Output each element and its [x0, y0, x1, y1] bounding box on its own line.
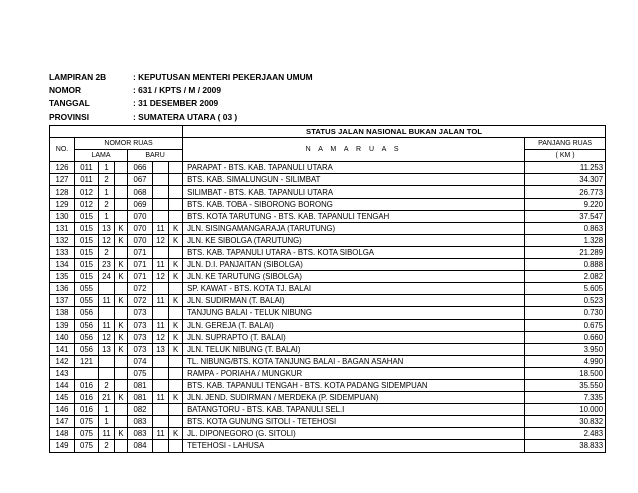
- lama-k-cell: K: [115, 295, 128, 307]
- baru-sub-cell: 11: [153, 259, 169, 271]
- lama-sub-cell: 2: [99, 379, 115, 391]
- baru-sub-cell: [153, 416, 169, 428]
- row-number-cell: 126: [50, 162, 75, 174]
- table-row: [50, 210, 606, 222]
- nama-ruas-cell: SILIMBAT - BTS. KAB. TAPANULI UTARA: [183, 186, 525, 198]
- panjang-km-cell: 35.550: [525, 379, 606, 391]
- baru-k-cell: [169, 174, 183, 186]
- table-row: [50, 392, 606, 404]
- lama-k-cell: [115, 379, 128, 391]
- lama-sub-cell: 12: [99, 234, 115, 246]
- lama-ruas-cell: 055: [75, 295, 99, 307]
- row-number-cell: 135: [50, 271, 75, 283]
- table-row: [50, 186, 606, 198]
- baru-k-cell: K: [169, 392, 183, 404]
- lama-sub-cell: 2: [99, 174, 115, 186]
- header-row-nomor: [49, 84, 429, 97]
- panjang-km-cell: 2.483: [525, 428, 606, 440]
- header-row-tanggal: [49, 97, 429, 110]
- table-row: [50, 343, 606, 355]
- row-number-cell: 133: [50, 246, 75, 258]
- lama-k-cell: [115, 416, 128, 428]
- row-number-cell: 145: [50, 392, 75, 404]
- baru-sub-cell: [153, 367, 169, 379]
- nama-ruas-cell: JLN. KE TARUTUNG (SIBOLGA): [183, 271, 525, 283]
- panjang-km-cell: 1.328: [525, 234, 606, 246]
- lama-ruas-cell: 012: [75, 186, 99, 198]
- table-row: [50, 404, 606, 416]
- table-row: [50, 379, 606, 391]
- lama-ruas-cell: 056: [75, 307, 99, 319]
- lama-ruas-cell: 056: [75, 319, 99, 331]
- baru-ruas-cell: 068: [128, 186, 153, 198]
- lama-sub-cell: 11: [99, 319, 115, 331]
- nama-ruas-cell: JLN. SISINGAMANGARAJA (TARUTUNG): [183, 222, 525, 234]
- baru-ruas-cell: 073: [128, 331, 153, 343]
- table-row: [50, 295, 606, 307]
- baru-sub-cell: 12: [153, 331, 169, 343]
- nama-ruas-cell: SP. KAWAT - BTS. KOTA TJ. BALAI: [183, 283, 525, 295]
- lama-ruas-cell: 075: [75, 428, 99, 440]
- table-row: [50, 319, 606, 331]
- panjang-km-cell: 9.220: [525, 198, 606, 210]
- baru-ruas-cell: 070: [128, 234, 153, 246]
- nama-ruas-cell: BATANGTORU - BTS. KAB. TAPANULI SEL.I: [183, 404, 525, 416]
- row-number-cell: 136: [50, 283, 75, 295]
- baru-sub-cell: [153, 198, 169, 210]
- lama-k-cell: [115, 198, 128, 210]
- nama-ruas-cell: JLN. TELUK NIBUNG (T. BALAI): [183, 343, 525, 355]
- header-row-provinsi: [49, 111, 429, 124]
- baru-ruas-cell: 084: [128, 440, 153, 452]
- lama-ruas-cell: 015: [75, 246, 99, 258]
- lama-ruas-cell: 015: [75, 234, 99, 246]
- lama-sub-cell: 11: [99, 428, 115, 440]
- baru-k-cell: K: [169, 428, 183, 440]
- lama-sub-cell: 13: [99, 343, 115, 355]
- baru-ruas-cell: 073: [128, 319, 153, 331]
- nama-ruas-cell: RAMPA - PORIAHA / MUNGKUR: [183, 367, 525, 379]
- header-label: NOMOR: [49, 85, 82, 96]
- baru-k-cell: K: [169, 343, 183, 355]
- row-number-cell: 140: [50, 331, 75, 343]
- baru-k-cell: [169, 404, 183, 416]
- panjang-km-cell: 0.660: [525, 331, 606, 343]
- table-row: [50, 246, 606, 258]
- header-label: PROVINSI: [49, 111, 90, 122]
- baru-k-cell: [169, 307, 183, 319]
- nama-ruas-cell: JL. DIPONEGORO (G. SITOLI): [183, 428, 525, 440]
- lama-sub-cell: 24: [99, 271, 115, 283]
- panjang-km-cell: 11.253: [525, 162, 606, 174]
- panjang-km-cell: 0.675: [525, 319, 606, 331]
- baru-sub-cell: [153, 307, 169, 319]
- col-no-header: NO.: [50, 138, 75, 162]
- col-panjang-header: PANJANG RUAS: [525, 138, 606, 150]
- table-row: [50, 355, 606, 367]
- lama-k-cell: K: [115, 259, 128, 271]
- lama-k-cell: [115, 186, 128, 198]
- nama-ruas-cell: JLN. D.I. PANJAITAN (SIBOLGA): [183, 259, 525, 271]
- baru-ruas-cell: 082: [128, 404, 153, 416]
- panjang-km-cell: 10.000: [525, 404, 606, 416]
- baru-sub-cell: [153, 246, 169, 258]
- table-title: STATUS JALAN NASIONAL BUKAN JALAN TOL: [183, 126, 606, 138]
- lama-k-cell: [115, 210, 128, 222]
- lama-k-cell: [115, 162, 128, 174]
- lama-sub-cell: 1: [99, 404, 115, 416]
- lama-k-cell: K: [115, 331, 128, 343]
- baru-sub-cell: [153, 162, 169, 174]
- baru-k-cell: [169, 283, 183, 295]
- header-label: LAMPIRAN 2B: [49, 72, 107, 82]
- lama-ruas-cell: 075: [75, 440, 99, 452]
- baru-ruas-cell: 072: [128, 283, 153, 295]
- lama-sub-cell: 1: [99, 210, 115, 222]
- lama-sub-cell: 1: [99, 186, 115, 198]
- baru-k-cell: [169, 198, 183, 210]
- baru-k-cell: K: [169, 222, 183, 234]
- lama-sub-cell: 23: [99, 259, 115, 271]
- lama-sub-cell: 2: [99, 246, 115, 258]
- lama-k-cell: [115, 246, 128, 258]
- header-value: : SUMATERA UTARA ( 03 ): [133, 111, 238, 122]
- road-status-table: [49, 125, 606, 453]
- lama-ruas-cell: 075: [75, 416, 99, 428]
- lama-ruas-cell: 011: [75, 162, 99, 174]
- panjang-km-cell: 30.832: [525, 416, 606, 428]
- baru-ruas-cell: 083: [128, 416, 153, 428]
- nama-ruas-cell: BTS. KOTA TARUTUNG - BTS. KAB. TAPANULI TENGAH: [183, 210, 525, 222]
- baru-ruas-cell: 074: [128, 355, 153, 367]
- lama-ruas-cell: 016: [75, 404, 99, 416]
- nama-ruas-cell: TL. NIBUNG/BTS. KOTA TANJUNG BALAI - BAGAN ASAHAN: [183, 355, 525, 367]
- row-number-cell: 130: [50, 210, 75, 222]
- baru-ruas-cell: 070: [128, 210, 153, 222]
- row-number-cell: 148: [50, 428, 75, 440]
- nama-ruas-cell: BTS. KAB. SIMALUNGUN - SILIMBAT: [183, 174, 525, 186]
- row-number-cell: 143: [50, 367, 75, 379]
- header-value: : 31 DESEMBER 2009: [133, 98, 219, 109]
- baru-k-cell: K: [169, 234, 183, 246]
- baru-ruas-cell: 073: [128, 307, 153, 319]
- baru-k-cell: [169, 440, 183, 452]
- lama-sub-cell: [99, 355, 115, 367]
- baru-k-cell: [169, 355, 183, 367]
- row-number-cell: 141: [50, 343, 75, 355]
- panjang-km-cell: 0.730: [525, 307, 606, 319]
- lama-ruas-cell: 015: [75, 271, 99, 283]
- baru-ruas-cell: 072: [128, 295, 153, 307]
- panjang-km-cell: 37.547: [525, 210, 606, 222]
- col-km-header: ( KM ): [525, 150, 606, 162]
- row-number-cell: 132: [50, 234, 75, 246]
- panjang-km-cell: 0.863: [525, 222, 606, 234]
- nama-ruas-cell: JLN. SUPRAPTO (T. BALAI): [183, 331, 525, 343]
- panjang-km-cell: 7.335: [525, 392, 606, 404]
- baru-k-cell: K: [169, 331, 183, 343]
- baru-k-cell: [169, 162, 183, 174]
- panjang-km-cell: 26.773: [525, 186, 606, 198]
- lama-k-cell: [115, 283, 128, 295]
- baru-sub-cell: [153, 379, 169, 391]
- nama-ruas-cell: TANJUNG BALAI - TELUK NIBUNG: [183, 307, 525, 319]
- baru-sub-cell: 12: [153, 234, 169, 246]
- row-number-cell: 139: [50, 319, 75, 331]
- baru-ruas-cell: 075: [128, 367, 153, 379]
- row-number-cell: 134: [50, 259, 75, 271]
- baru-ruas-cell: 070: [128, 222, 153, 234]
- baru-sub-cell: [153, 440, 169, 452]
- lama-ruas-cell: 015: [75, 222, 99, 234]
- table-row: [50, 440, 606, 452]
- lama-sub-cell: 1: [99, 162, 115, 174]
- nama-ruas-cell: BTS. KAB. TAPANULI TENGAH - BTS. KOTA PADANG SIDEMPUAN: [183, 379, 525, 391]
- row-number-cell: 147: [50, 416, 75, 428]
- lama-ruas-cell: 016: [75, 392, 99, 404]
- lama-sub-cell: 2: [99, 440, 115, 452]
- panjang-km-cell: 34.307: [525, 174, 606, 186]
- header-value: : 631 / KPTS / M / 2009: [133, 85, 221, 96]
- lama-k-cell: K: [115, 319, 128, 331]
- lama-k-cell: K: [115, 271, 128, 283]
- baru-sub-cell: 11: [153, 295, 169, 307]
- table-row: [50, 174, 606, 186]
- nama-ruas-cell: BTS. KAB. TOBA - SIBORONG BORONG: [183, 198, 525, 210]
- baru-sub-cell: 11: [153, 428, 169, 440]
- nama-ruas-cell: JLN. GEREJA (T. BALAI): [183, 319, 525, 331]
- lama-k-cell: [115, 440, 128, 452]
- panjang-km-cell: 5.605: [525, 283, 606, 295]
- baru-sub-cell: 11: [153, 319, 169, 331]
- table-row: [50, 234, 606, 246]
- panjang-km-cell: 0.523: [525, 295, 606, 307]
- row-number-cell: 127: [50, 174, 75, 186]
- header-value: : KEPUTUSAN MENTERI PEKERJAAN UMUM: [133, 72, 313, 82]
- lama-ruas-cell: 055: [75, 283, 99, 295]
- baru-k-cell: [169, 416, 183, 428]
- table-row: [50, 162, 606, 174]
- lama-sub-cell: 2: [99, 198, 115, 210]
- lama-ruas-cell: 012: [75, 198, 99, 210]
- row-number-cell: 149: [50, 440, 75, 452]
- baru-ruas-cell: 081: [128, 392, 153, 404]
- baru-sub-cell: [153, 355, 169, 367]
- baru-ruas-cell: 083: [128, 428, 153, 440]
- header-label: TANGGAL: [49, 98, 90, 109]
- baru-sub-cell: 11: [153, 392, 169, 404]
- lama-ruas-cell: [75, 367, 99, 379]
- col-lama-header: LAMA: [75, 150, 128, 162]
- panjang-km-cell: 38.833: [525, 440, 606, 452]
- lama-sub-cell: 1: [99, 416, 115, 428]
- table-row: [50, 331, 606, 343]
- lama-sub-cell: 21: [99, 392, 115, 404]
- panjang-km-cell: 21.289: [525, 246, 606, 258]
- table-row: [50, 428, 606, 440]
- lama-sub-cell: 11: [99, 295, 115, 307]
- nama-ruas-cell: JLN. JEND. SUDIRMAN / MERDEKA (P. SIDEMPUAN): [183, 392, 525, 404]
- table-row: [50, 283, 606, 295]
- header-row-lampiran: [49, 71, 429, 84]
- nama-ruas-cell: BTS. KOTA GUNUNG SITOLI - TETEHOSI: [183, 416, 525, 428]
- lama-k-cell: K: [115, 392, 128, 404]
- baru-ruas-cell: 071: [128, 246, 153, 258]
- baru-sub-cell: [153, 174, 169, 186]
- table-row: [50, 307, 606, 319]
- panjang-km-cell: 18.500: [525, 367, 606, 379]
- baru-sub-cell: 13: [153, 343, 169, 355]
- lama-sub-cell: [99, 367, 115, 379]
- baru-sub-cell: [153, 186, 169, 198]
- nama-ruas-cell: JLN. SUDIRMAN (T. BALAI): [183, 295, 525, 307]
- lama-k-cell: [115, 404, 128, 416]
- document-header: [49, 71, 429, 124]
- table-row: [50, 367, 606, 379]
- lama-sub-cell: 12: [99, 331, 115, 343]
- nama-ruas-cell: TETEHOSI - LAHUSA: [183, 440, 525, 452]
- lama-sub-cell: [99, 283, 115, 295]
- row-number-cell: 137: [50, 295, 75, 307]
- table-title-spacer: [50, 126, 183, 138]
- lama-k-cell: K: [115, 222, 128, 234]
- lama-ruas-cell: 056: [75, 331, 99, 343]
- row-number-cell: 128: [50, 186, 75, 198]
- lama-k-cell: [115, 174, 128, 186]
- lama-k-cell: [115, 307, 128, 319]
- baru-k-cell: [169, 186, 183, 198]
- baru-k-cell: [169, 379, 183, 391]
- table-row: [50, 259, 606, 271]
- lama-ruas-cell: 056: [75, 343, 99, 355]
- row-number-cell: 146: [50, 404, 75, 416]
- baru-k-cell: [169, 367, 183, 379]
- nama-ruas-cell: BTS. KAB. TAPANULI UTARA - BTS. KOTA SIBOLGA: [183, 246, 525, 258]
- panjang-km-cell: 4.990: [525, 355, 606, 367]
- row-number-cell: 138: [50, 307, 75, 319]
- col-nama-ruas-header: N A M A R U A S: [183, 138, 525, 162]
- baru-ruas-cell: 073: [128, 343, 153, 355]
- lama-ruas-cell: 015: [75, 210, 99, 222]
- row-number-cell: 142: [50, 355, 75, 367]
- table-row: [50, 416, 606, 428]
- baru-sub-cell: [153, 404, 169, 416]
- baru-ruas-cell: 071: [128, 271, 153, 283]
- table-row: [50, 198, 606, 210]
- nama-ruas-cell: JLN. KE SIBOLGA (TARUTUNG): [183, 234, 525, 246]
- lama-ruas-cell: 016: [75, 379, 99, 391]
- baru-k-cell: K: [169, 259, 183, 271]
- row-number-cell: 131: [50, 222, 75, 234]
- lama-ruas-cell: 121: [75, 355, 99, 367]
- nama-ruas-cell: PARAPAT - BTS. KAB. TAPANULI UTARA: [183, 162, 525, 174]
- baru-k-cell: K: [169, 319, 183, 331]
- panjang-km-cell: 2.082: [525, 271, 606, 283]
- lama-k-cell: K: [115, 428, 128, 440]
- baru-sub-cell: [153, 283, 169, 295]
- baru-sub-cell: 12: [153, 271, 169, 283]
- baru-k-cell: [169, 246, 183, 258]
- lama-k-cell: K: [115, 343, 128, 355]
- baru-ruas-cell: 067: [128, 174, 153, 186]
- panjang-km-cell: 3.950: [525, 343, 606, 355]
- baru-ruas-cell: 081: [128, 379, 153, 391]
- table-row: [50, 271, 606, 283]
- baru-sub-cell: 11: [153, 222, 169, 234]
- baru-ruas-cell: 069: [128, 198, 153, 210]
- baru-k-cell: [169, 210, 183, 222]
- baru-ruas-cell: 071: [128, 259, 153, 271]
- row-number-cell: 144: [50, 379, 75, 391]
- lama-k-cell: [115, 355, 128, 367]
- lama-sub-cell: 13: [99, 222, 115, 234]
- baru-k-cell: K: [169, 295, 183, 307]
- lama-sub-cell: [99, 307, 115, 319]
- baru-ruas-cell: 066: [128, 162, 153, 174]
- baru-k-cell: K: [169, 271, 183, 283]
- lama-ruas-cell: 015: [75, 259, 99, 271]
- row-number-cell: 129: [50, 198, 75, 210]
- lama-k-cell: [115, 367, 128, 379]
- col-nomor-ruas-header: NOMOR RUAS: [75, 138, 183, 150]
- panjang-km-cell: 0.888: [525, 259, 606, 271]
- lama-ruas-cell: 011: [75, 174, 99, 186]
- baru-sub-cell: [153, 210, 169, 222]
- table-row: [50, 222, 606, 234]
- col-baru-header: BARU: [128, 150, 183, 162]
- lama-k-cell: K: [115, 234, 128, 246]
